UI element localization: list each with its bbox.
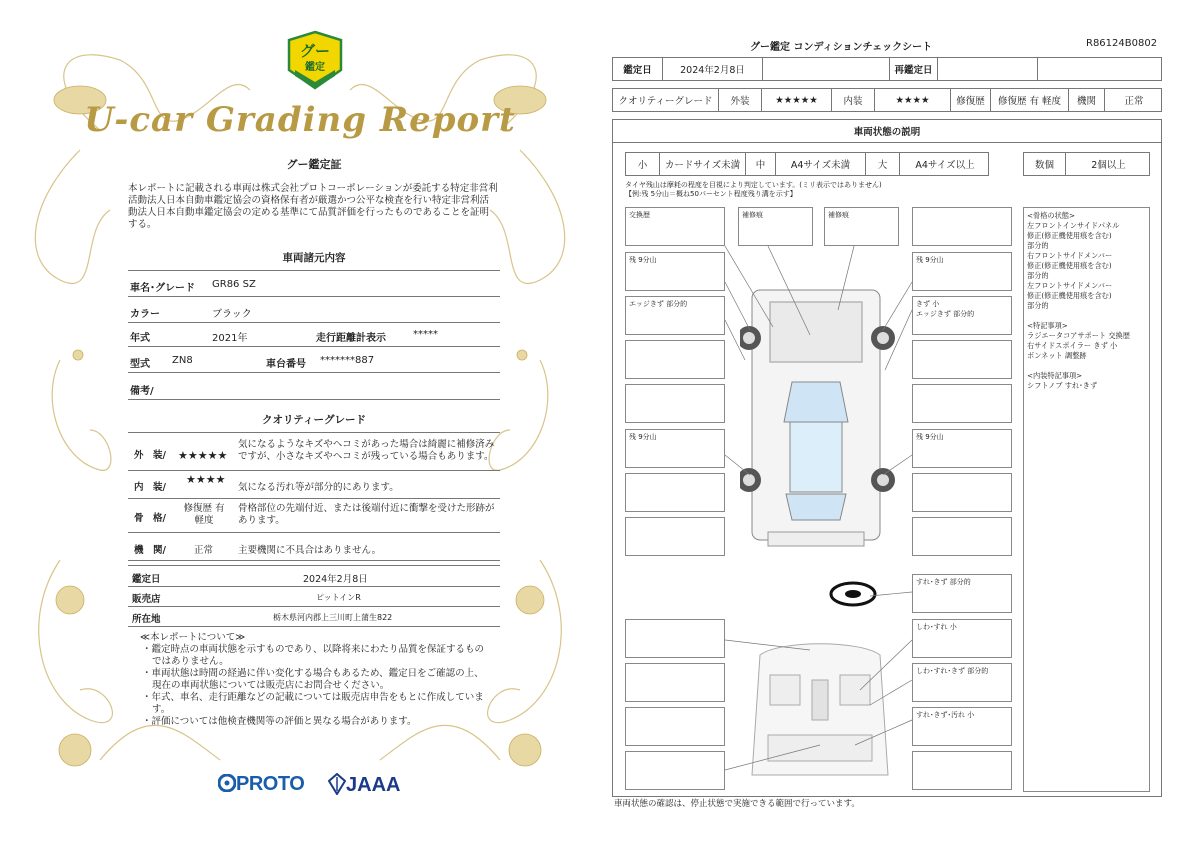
condition-box-blank [625, 707, 725, 746]
model-label: 型式 [130, 359, 150, 370]
quality-row-interior [128, 471, 500, 499]
condition-box-blank [625, 384, 725, 423]
legend-small-desc: カードサイズ未満 [660, 153, 746, 175]
note-item: ・評価については他検査機関等の評価と異なる場合があります。 [142, 716, 417, 727]
name-label: 車名･グレード [130, 283, 195, 294]
condition-box-blank [625, 473, 725, 512]
condition-box-interior: しわ･すれ 小 [912, 619, 1012, 658]
report-notes [140, 632, 490, 728]
note-item: ・年式、車名、走行距離などの記載については販売店申告をもとに作成しています。 [142, 692, 484, 715]
legend-large-desc: A4サイズ以上 [915, 160, 975, 171]
condition-box-blank [625, 619, 725, 658]
condition-box-blank [912, 473, 1012, 512]
date-value: 2024年2月8日 [663, 58, 763, 80]
condition-box-replaced: 交換歴 [625, 207, 725, 246]
grade-repair-value: 修復歴 有 軽度 [991, 89, 1069, 111]
condition-box-blank [625, 517, 725, 556]
legend-mid: 中 [746, 153, 776, 175]
certificate-title: グー鑑定証 [286, 158, 342, 171]
spec-row-remarks [128, 374, 500, 400]
notes-title: ≪本レポートについて≫ [140, 632, 246, 643]
detail-line: 部分的 [1027, 241, 1049, 250]
detail-line: 左フロントインサイドパネル [1027, 221, 1120, 230]
grade-int-stars: ★★★★ [875, 89, 951, 111]
explain-title: 車両状態の説明 [612, 119, 1162, 143]
grade-engine-label: 機関 [1069, 89, 1105, 111]
shop-value: ピットインR [316, 593, 361, 602]
color-label: カラー [130, 309, 160, 320]
interior-stars: ★★★★ [186, 473, 226, 486]
note-item: ・鑑定時点の車両状態を示すものであり、以降将来にわたり品質を保証するものではありません。 [142, 644, 485, 667]
spec-section-title: 車両諸元内容 [282, 252, 346, 264]
address-label: 所在地 [132, 614, 161, 625]
condition-box-blank [625, 751, 725, 790]
grade-int-label: 内装 [832, 89, 875, 111]
grade-ext-stars: ★★★★★ [762, 89, 832, 111]
date-value: 2024年2月8日 [303, 574, 368, 585]
condition-box-steering: すれ･きず 部分的 [912, 574, 1012, 613]
grade-label: クオリティーグレード [613, 89, 719, 111]
grade-ext-label: 外装 [719, 89, 762, 111]
spec-row-model [128, 347, 500, 373]
tire-front-right: 残 9分山 [912, 252, 1012, 291]
jaaa-logo-icon [328, 773, 346, 795]
exterior-stars: ★★★★★ [178, 449, 228, 462]
color-value: ブラック [212, 309, 252, 320]
spec-row-color [128, 297, 500, 323]
tire-note-line: 【例:残 5分山＝概ね50パーセント程度残り溝を示す】 [625, 190, 797, 198]
exterior-desc: 気になるようなキズやヘコミがあった場合は綺麗に補修済みですが、小さなキズやヘコミが残っている場合もあります。 [238, 439, 495, 462]
condition-box-right-edge: きず 小 エッジきず 部分的 [912, 296, 1012, 335]
proto-logo [218, 773, 304, 796]
engine-desc: 主要機関に不具合はありません。 [238, 545, 382, 556]
condition-check-sheet [600, 0, 1200, 848]
address-value: 栃木県河内郡上三川町上蒲生822 [273, 613, 393, 622]
detail-line: 右フロントサイドメンバー [1027, 251, 1113, 260]
condition-box-blank [912, 751, 1012, 790]
detail-line: <特記事項> [1027, 321, 1068, 330]
detail-line: 修正(修正機使用痕を含む) [1027, 261, 1112, 270]
tire-rear-right: 残 9分山 [912, 429, 1012, 468]
shop-label: 販売店 [132, 594, 161, 605]
frame-desc: 骨格部位の先端付近、または後端付近に衝撃を受けた形跡があります。 [238, 503, 495, 526]
frame-value: 修復歴 有 軽度 [183, 503, 225, 526]
detail-line: 部分的 [1027, 301, 1049, 310]
report-script-title: U-car Grading Report [84, 100, 516, 140]
detail-line: シフトノブ すれ･きず [1027, 381, 1098, 390]
condition-box-blank [912, 207, 1012, 246]
jaaa-logo-text: JAAA [346, 774, 401, 796]
legend-mid-desc: A4サイズ未満 [776, 153, 866, 175]
tire-note-line: タイヤ残山は摩耗の程度を目視により判定しています。(ミリ表示ではありません) [625, 181, 882, 189]
badge-bottom-text: 鑑定 [305, 62, 325, 73]
spec-row-year [128, 321, 500, 347]
detail-line: <内装特記事項> [1027, 371, 1083, 380]
detail-spacer [1027, 361, 1146, 371]
sheet-title: グー鑑定 コンディションチェックシート [750, 42, 933, 53]
tire-front-left: 残 9分山 [625, 252, 725, 291]
interior-label: 内 装/ [134, 482, 166, 493]
condition-box-left-edge: エッジきず 部分的 [625, 296, 725, 335]
condition-box-blank [912, 517, 1012, 556]
info-row-shop [128, 587, 500, 607]
detail-line: 部分的 [1027, 271, 1049, 280]
date-label: 鑑定日 [613, 58, 663, 80]
jaaa-logo [328, 773, 400, 797]
legend-count-label: 数個 [1024, 153, 1066, 175]
grade-engine-value: 正常 [1124, 96, 1144, 107]
condition-box-blank [625, 663, 725, 702]
info-row-date [128, 565, 500, 587]
detail-line: 左フロントサイドメンバー [1027, 281, 1113, 290]
info-row-address [128, 607, 500, 627]
detail-list [1023, 207, 1150, 792]
grade-repair-label: 修復歴 [951, 89, 991, 111]
legend-large: 大 [866, 153, 900, 175]
model-value: ZN8 [172, 355, 193, 366]
date-label: 鑑定日 [132, 574, 161, 585]
detail-line: <骨格の状態> [1027, 211, 1075, 220]
quality-row-frame [128, 499, 500, 533]
proto-logo-icon [218, 774, 236, 792]
badge-top-text: グー [299, 43, 331, 60]
detail-line: 修正(修正機使用痕を含む) [1027, 291, 1112, 300]
proto-logo-text: PROTO [236, 773, 305, 795]
year-value: 2021年 [212, 333, 248, 344]
certificate-text: 本レポートに記載される車両は株式会社プロトコーポレーションが委託する特定非営利活動法人日本自動車鑑定協会の資格保有者が厳選かつ公平な検査を行い特定非営利活動法人日本自動車鑑定協会の定める基準にて品質評価を行ったものであることを証明する。 [128, 183, 498, 230]
legend-small: 小 [626, 153, 660, 175]
engine-label: 機 関/ [134, 545, 166, 556]
legend-count-desc: 2個以上 [1091, 160, 1126, 171]
detail-line: 修正(修正機使用痕を含む) [1027, 231, 1112, 240]
redate-label: 再鑑定日 [890, 58, 938, 80]
chassis-value: *******887 [320, 355, 375, 366]
chassis-label: 車台番号 [266, 359, 306, 370]
mileage-label: 走行距離計表示 [316, 333, 386, 344]
condition-box-interior: しわ･すれ･きず 部分的 [912, 663, 1012, 702]
sheet-code: R86124B0802 [1086, 38, 1158, 49]
condition-box-blank [625, 340, 725, 379]
interior-desc: 気になる汚れ等が部分的にあります。 [238, 482, 399, 493]
tire-rear-left: 残 9分山 [625, 429, 725, 468]
frame-label: 骨 格/ [134, 513, 166, 524]
exterior-label: 外 装/ [134, 450, 166, 461]
year-label: 年式 [130, 333, 150, 344]
sheet-footer: 車両状態の確認は、停止状態で実施できる範囲で行っています。 [614, 799, 860, 809]
name-value: GR86 SZ [212, 279, 256, 290]
condition-box-repair: 補修痕 [824, 207, 899, 246]
detail-line: ラジエータコアサポート 交換歴 [1027, 331, 1130, 340]
condition-box-interior: すれ･きず･汚れ 小 [912, 707, 1012, 746]
mileage-value: ***** [413, 329, 438, 340]
quality-section-title: クオリティーグレード [262, 414, 366, 426]
spec-row-name [128, 271, 500, 297]
remarks-label: 備考/ [130, 386, 154, 397]
quality-row-engine [128, 533, 500, 561]
quality-row-exterior [128, 433, 500, 471]
detail-line: ボンネット 調整跡 [1027, 351, 1087, 360]
condition-box-repair: 補修痕 [738, 207, 813, 246]
detail-spacer [1027, 311, 1146, 321]
note-item: ・車両状態は時間の経過に伴い変化する場合もあるため、鑑定日をご確認の上、現在の車両状態については販売店にお問合せください。 [142, 668, 484, 691]
detail-line: 右サイドスポイラー きず 小 [1027, 341, 1118, 350]
engine-value: 正常 [194, 545, 214, 556]
goo-badge-logo [285, 30, 345, 92]
condition-box-blank [912, 384, 1012, 423]
condition-box-blank [912, 340, 1012, 379]
